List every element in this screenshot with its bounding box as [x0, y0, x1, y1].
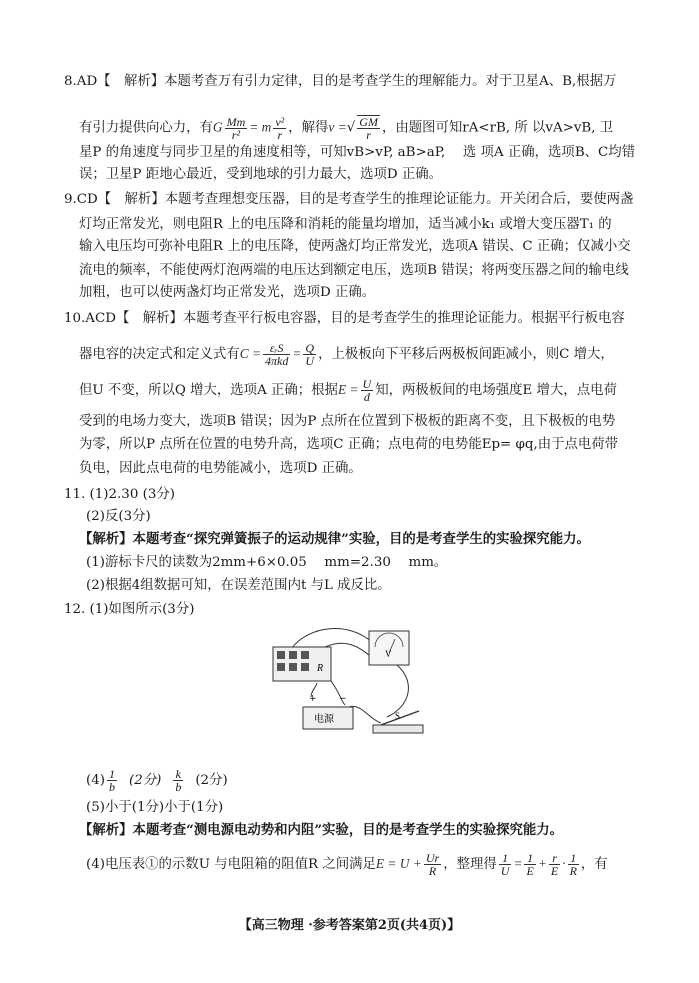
fraction-1-R: $\frac{1}{R}$	[569, 851, 577, 878]
q12-text: (4)电压表①的示数U 与电阻箱的阻值R 之间满足	[86, 857, 376, 872]
q8-text: ，解得	[288, 120, 329, 136]
circuit-diagram	[269, 623, 441, 741]
fraction-v2-r: $\frac{\text{v²}}{r}$	[275, 114, 285, 142]
q11-line-2: (2)反(3分)	[86, 509, 151, 524]
fraction-Ur-R: $\frac{Ur}{R}$	[425, 851, 440, 878]
q8-line-3: 星P 的角速度与同步卫星的角速度相等，可知vB>vP, aB>aP, 选 项A 正确，选项B、C均错	[79, 145, 636, 160]
resistance-box	[273, 647, 331, 681]
q8-line-1: 8.AD【 解析】本题考查万有引力定律，目的是考查学生的理解能力。对于卫星A、B,根据万	[64, 74, 617, 89]
formula-dot: ·	[562, 856, 566, 871]
formula-E: E =	[337, 382, 359, 397]
q10-text: ，上极板向下平移后两极板间距减小，则C 增大，	[318, 347, 614, 362]
minus-sign: −	[339, 694, 347, 704]
q10-line-1: 10.ACD【 解析】本题考查平行板电容器，目的是考查学生的推理论证能力。根据平行板电容	[64, 311, 625, 326]
formula-eq: =	[292, 346, 302, 361]
q11-line-1: 11. (1)2.30 (3分)	[64, 487, 175, 502]
fraction-1-b: $\frac{1}{b}$	[108, 767, 115, 794]
q9-line-3: 输入电压均可弥补电阻R 上的电压降，使两盏灯均正常发光，选项A 错误、C 正确；仅减小交	[79, 239, 631, 254]
plus-sign: +	[309, 694, 317, 704]
q11-line-5: (2)根据4组数据可知，在误差范围内t 与L 成反比。	[86, 578, 391, 593]
formula-m: = m	[249, 119, 272, 135]
q9-line-4: 流电的频率，不能使两灯泡两端的电压达到额定电压，选项B 错误；将两变压器之间的输电线	[79, 263, 629, 278]
q11-line-4: (1)游标卡尺的读数为2mm+6×0.05 mm=2.30 mm。	[86, 555, 448, 570]
q12-line-7	[86, 852, 608, 877]
formula-E: E = U +	[375, 856, 422, 871]
q8-line-2	[79, 115, 613, 141]
resistor-label: R	[317, 663, 324, 674]
switch-label: S	[395, 711, 401, 721]
switch	[373, 711, 423, 733]
q9-line-2: 灯均正常发光，则电阻R 上的电压降和消耗的能量均增加，适当减小k₁ 或增大变压器T₁ 的	[79, 217, 612, 232]
q12-line-1: 12. (1)如图所示(3分)	[64, 602, 195, 617]
formula-eq: =	[513, 856, 523, 871]
page-footer: 【高三物理 ·参考答案第2页(共4页)】	[238, 918, 461, 933]
q8-line-4: 误；卫星P 距地心最近，受到地球的引力最大，选项D 正确。	[79, 167, 443, 182]
fraction-U-d: $\frac{U}{d}$	[362, 377, 372, 404]
voltmeter-label: V	[385, 649, 392, 659]
fraction-1-U: $\frac{1}{U}$	[500, 851, 510, 878]
q12-text: ，整理得	[443, 857, 497, 872]
formula-G: G	[212, 119, 223, 135]
power-label: 电源	[314, 714, 334, 725]
q10-text: 器电容的决定式和定义式有	[79, 347, 240, 362]
q8-text: 有引力提供向心力，有	[79, 120, 213, 136]
q10-line-6: 负电，因此点电荷的电势能减小，选项D 正确。	[79, 461, 362, 476]
q12-line-4	[86, 768, 228, 793]
q10-line-4: 受到的电场力变大，选项B 错误；因为P 点所在位置到下极板的距离不变，且下极板的电势	[79, 414, 616, 429]
power-supply	[303, 694, 353, 729]
formula-C: C =	[239, 346, 262, 361]
q9-line-1: 9.CD【 解析】本题考查理想变压器，目的是考查学生的推理论证能力。开关闭合后，要使两盏	[64, 192, 634, 207]
q12-line-5: (5)小于(1分)小于(1分)	[86, 800, 224, 815]
fraction-r-E: $\frac{r}{E}$	[550, 851, 559, 878]
q10-line-3	[79, 378, 617, 403]
q10-text: 知，两极板间的电场强度E 增大，点电荷	[375, 383, 617, 398]
q12-text: ，有	[580, 857, 608, 872]
q10-line-5: 为零，所以P 点所在位置的电势升高，选项C 正确；点电荷的电势能Ep= φq,由于点电荷带	[79, 437, 619, 452]
fraction-k-b: $\frac{k}{b}$	[175, 767, 182, 794]
q12-score: (2分)	[195, 773, 228, 788]
fraction-Q-U: $\frac{Q}{U}$	[305, 341, 315, 368]
formula-plus: +	[537, 856, 547, 871]
q12-score: (2分)	[128, 773, 162, 788]
formula-v: v =	[328, 119, 347, 135]
fraction-eS-4pkd: $\frac{\text{εᵣS}}{\text{4πkd}}$	[265, 341, 289, 368]
q10-text: 但U 不变，所以Q 增大，选项A 正确；根据	[79, 383, 338, 398]
sqrt-GM-r: √ $\frac{GM}{r}$	[346, 115, 378, 142]
q12-line-6: 【解析】本题考查“测电源电动势和内阻”实验，目的是考查学生的实验探究能力。	[79, 822, 564, 838]
q11-line-3: 【解析】本题考查“探究弹簧振子的运动规律”实验，目的是考查学生的实验探究能力。	[79, 531, 590, 547]
voltmeter	[369, 631, 409, 665]
q9-line-5: 加粗，也可以使两盏灯均正常发光，选项D 正确。	[79, 285, 376, 300]
fraction-Mm-r2: $\frac{Mm}{\text{r²}}$	[226, 114, 246, 142]
q12-text: (4)	[86, 773, 105, 788]
fraction-1-E: $\frac{1}{E}$	[526, 851, 534, 878]
q10-line-2	[79, 342, 614, 367]
q8-text: ，由题图可知rA<rB, 所 以vA>vB, 卫	[381, 120, 614, 136]
